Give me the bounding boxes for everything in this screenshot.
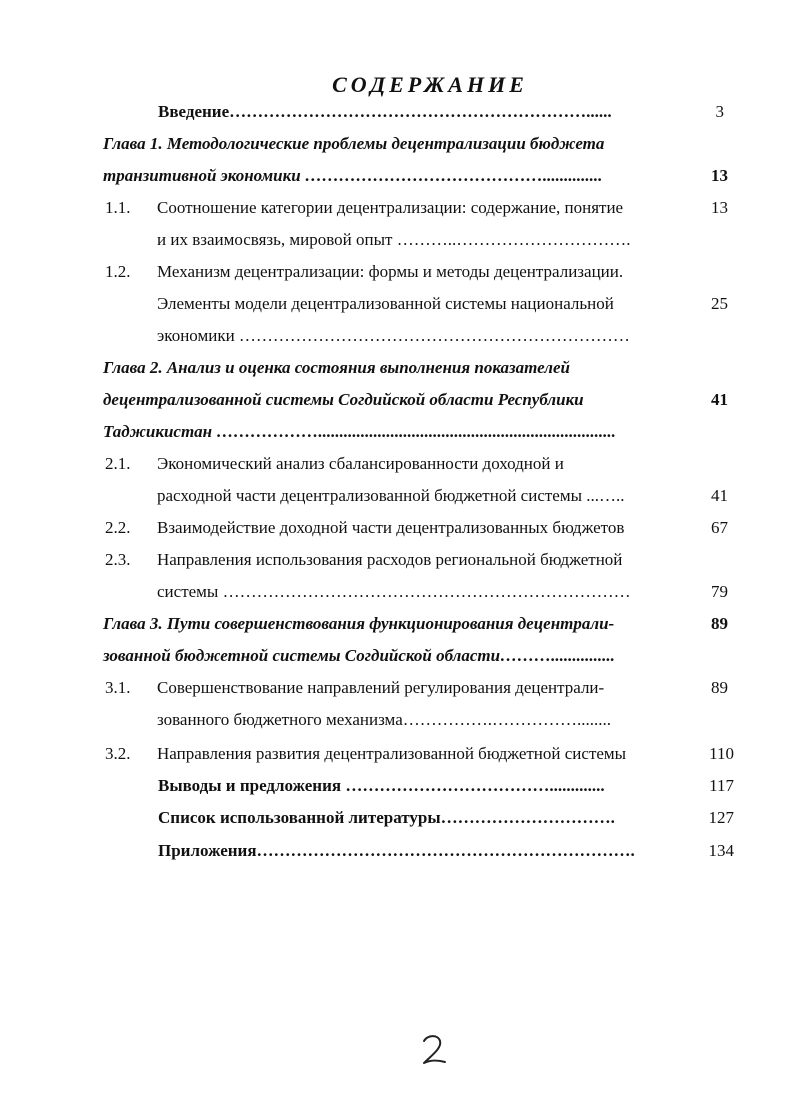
toc-section-3-2-line-1: Направления развития децентрализованной бюджетной системы xyxy=(157,744,627,763)
toc-entry-intro: Введение………………………………………………………...... xyxy=(158,102,612,121)
toc-chapter-2-line-1: Глава 2. Анализ и оценка состояния выполнения показателей xyxy=(103,358,570,377)
toc-entry-conclusions: Выводы и предложения ………………………………............. xyxy=(158,776,605,795)
toc-page-number: 13 xyxy=(711,166,728,185)
toc-page-number: 127 xyxy=(708,808,734,827)
toc-section-number: 1.1. xyxy=(105,198,131,217)
toc-section-3-1-line-1: Совершенствование направлений регулирования децентрали- xyxy=(157,678,605,697)
toc-section-number: 3.1. xyxy=(105,678,131,697)
toc-section-1-2-line-2: Элементы модели децентрализованной системы национальной xyxy=(157,294,614,313)
toc-entry-appendices: Приложения…………………………………………………………. xyxy=(158,841,635,860)
toc-section-2-3-line-2: системы ……………………………………………………………… xyxy=(157,582,631,601)
toc-entry-references: Список использованной литературы…………………………. xyxy=(158,808,615,827)
toc-section-number: 2.3. xyxy=(105,550,131,569)
toc-chapter-3-line-2: зованной бюджетной системы Согдийской области………............... xyxy=(103,646,615,665)
toc-section-1-1-line-2: и их взаимосвязь, мировой опыт ………..…………………………. xyxy=(157,230,631,249)
toc-chapter-2-line-2: децентрализованной системы Согдийской области Республики xyxy=(103,390,584,409)
toc-section-number: 3.2. xyxy=(105,744,131,763)
toc-page-number: 3 xyxy=(715,102,724,121)
toc-section-number: 2.1. xyxy=(105,454,131,473)
page-title: СОДЕРЖАНИЕ xyxy=(332,72,528,97)
toc-section-2-1-line-2: расходной части децентрализованной бюджетной системы ...….. xyxy=(157,486,625,505)
toc-section-1-2-line-1: Механизм децентрализации: формы и методы децентрализации. xyxy=(157,262,624,281)
toc-chapter-1-line-1: Глава 1. Методологические проблемы децентрализации бюджета xyxy=(103,134,605,153)
toc-page-number: 89 xyxy=(711,678,728,697)
toc-section-1-2-line-3: экономики …………………………………………………………… xyxy=(157,326,630,345)
toc-section-3-1-line-2: зованного бюджетного механизма…………….……………........ xyxy=(157,710,611,729)
toc-chapter-3-line-1: Глава 3. Пути совершенствования функционирования децентрали- xyxy=(103,614,615,633)
toc-section-2-3-line-1: Направления использования расходов региональной бюджетной xyxy=(157,550,623,569)
toc-page-number: 117 xyxy=(709,776,734,795)
toc-page-number: 25 xyxy=(711,294,728,313)
toc-section-number: 1.2. xyxy=(105,262,131,281)
toc-section-1-1-line-1: Соотношение категории децентрализации: содержание, понятие xyxy=(157,198,624,217)
toc-chapter-1-line-2: транзитивной экономики …………………………………….............. xyxy=(103,166,603,185)
toc-page-number: 134 xyxy=(708,841,734,860)
toc-page-number: 67 xyxy=(711,518,728,537)
toc-section-2-1-line-1: Экономический анализ сбалансированности доходной и xyxy=(157,454,564,473)
toc-page-number: 79 xyxy=(711,582,728,601)
toc-page-number: 89 xyxy=(711,614,728,633)
toc-chapter-2-line-3: Таджикистан ………………...................................................................... xyxy=(103,422,616,441)
toc-section-2-2-line-1: Взаимодействие доходной части децентрализованных бюджетов xyxy=(157,518,625,537)
toc-page-number: 13 xyxy=(711,198,728,217)
handwritten-page-number xyxy=(418,1033,450,1067)
toc-page-number: 41 xyxy=(711,390,728,409)
toc-page-number: 110 xyxy=(709,744,734,763)
toc-section-number: 2.2. xyxy=(105,518,131,537)
toc-page-number: 41 xyxy=(711,486,728,505)
